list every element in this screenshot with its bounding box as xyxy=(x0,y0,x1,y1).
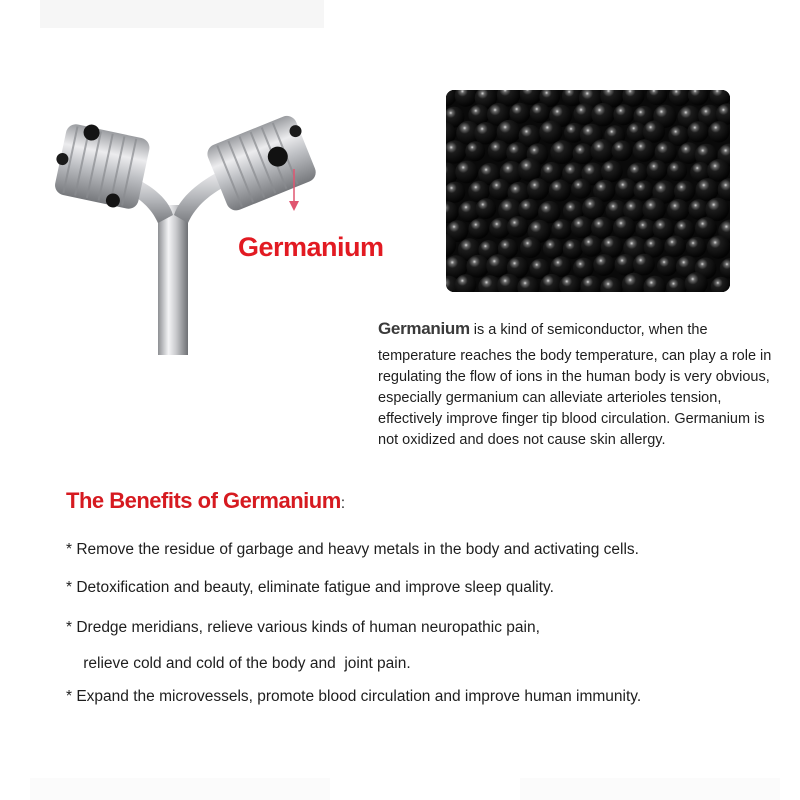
bead xyxy=(530,103,550,123)
bead xyxy=(642,198,665,221)
bead xyxy=(601,160,623,182)
bead xyxy=(476,198,497,219)
bead xyxy=(465,141,485,161)
description-first-line-rest: is a kind of semiconductor, when the xyxy=(469,322,708,338)
bead xyxy=(469,219,489,239)
bead xyxy=(708,121,729,142)
bead xyxy=(455,161,478,184)
bead xyxy=(573,143,594,164)
bead xyxy=(695,217,717,239)
bead xyxy=(674,181,695,202)
bead xyxy=(507,216,528,237)
bead xyxy=(486,254,509,277)
bead xyxy=(573,258,594,279)
bead xyxy=(591,103,614,126)
top-image-remnant xyxy=(40,0,324,28)
bead xyxy=(657,256,677,276)
benefit-item: * Detoxification and beauty, eliminate fatigue and improve sleep quality. xyxy=(66,579,554,596)
bead xyxy=(582,197,605,220)
bead xyxy=(581,235,602,256)
bottom-image-remnant xyxy=(30,778,330,800)
bead xyxy=(643,121,665,143)
bead xyxy=(527,178,549,200)
bead xyxy=(707,236,730,259)
bead xyxy=(633,254,655,276)
bottom-image-remnant xyxy=(520,778,780,800)
bead xyxy=(667,161,687,181)
benefits-heading xyxy=(66,488,345,514)
bead xyxy=(707,159,730,182)
benefit-item: * Dredge meridians, relieve various kinds of human neuropathic pain, xyxy=(66,619,540,636)
bead xyxy=(489,179,510,200)
bead xyxy=(686,237,706,257)
roller-product-photo xyxy=(40,105,340,355)
benefits-heading-text: The Benefits of Germanium xyxy=(66,488,341,513)
bead xyxy=(615,178,637,200)
bead xyxy=(543,238,564,259)
bead xyxy=(518,158,542,182)
benefit-item-continuation: relieve cold and cold of the body and joint pain. xyxy=(66,655,411,672)
bead xyxy=(665,236,686,257)
bead xyxy=(552,219,572,239)
bead xyxy=(613,104,634,125)
germanium-label: Germanium xyxy=(238,232,384,262)
bead xyxy=(696,178,719,201)
bead xyxy=(615,254,637,276)
bead xyxy=(591,139,615,163)
bead xyxy=(571,179,591,199)
bead xyxy=(509,103,530,124)
bead xyxy=(539,121,562,144)
bead xyxy=(571,216,593,238)
bead xyxy=(550,140,574,164)
bead xyxy=(563,239,583,259)
bead xyxy=(613,216,635,238)
bead xyxy=(647,160,668,181)
bead xyxy=(593,254,615,276)
bead xyxy=(549,180,571,202)
bead xyxy=(687,121,708,142)
bead xyxy=(551,256,572,277)
germanium-description xyxy=(378,318,778,451)
germanium-beads-photo xyxy=(446,90,730,292)
bead xyxy=(518,199,539,220)
bead xyxy=(520,237,541,258)
bead xyxy=(591,217,613,239)
bead xyxy=(474,122,496,144)
benefit-item: * Expand the microvessels, promote blood circulation and improve human immunity. xyxy=(66,688,642,705)
description-body: temperature reaches the body temperature, can play a role in regulating the flow of ions in the human body is very obvious, especially germanium can alleviate arterioles tension, effectively improve finger tip blood circulation. Germanium is not oxidized and does not cause skin allergy. xyxy=(378,348,772,448)
bead xyxy=(612,140,633,161)
bead xyxy=(538,201,560,223)
bead xyxy=(633,139,655,161)
bead xyxy=(466,255,489,278)
benefits-heading-colon: : xyxy=(340,495,345,512)
description-first-line xyxy=(378,318,778,341)
bead xyxy=(488,140,510,162)
bead xyxy=(667,199,689,221)
benefit-item: * Remove the residue of garbage and heavy metals in the body and activating cells. xyxy=(66,541,639,558)
bead xyxy=(634,180,654,200)
description-term: Germanium xyxy=(378,319,470,338)
